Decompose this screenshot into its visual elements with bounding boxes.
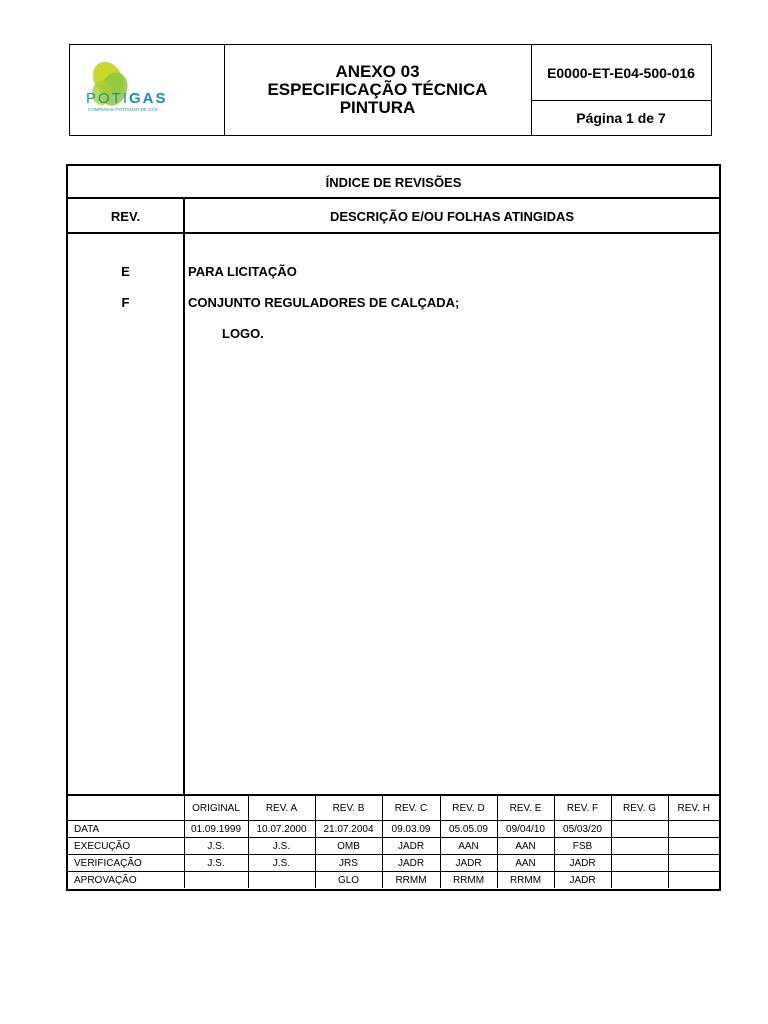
table-cell: J.S. xyxy=(248,838,315,855)
column-header: REV. A xyxy=(248,796,315,821)
table-cell: J.S. xyxy=(184,838,248,855)
revision-description: CONJUNTO REGULADORES DE CALÇADA; xyxy=(188,295,460,310)
rev-column-header: REV. xyxy=(68,201,183,234)
table-cell: 09.03.09 xyxy=(382,821,440,838)
table-cell xyxy=(248,872,315,889)
table-cell: 05/03/20 xyxy=(554,821,611,838)
table-cell xyxy=(668,838,719,855)
column-header: REV. D xyxy=(440,796,497,821)
table-cell: JRS xyxy=(315,855,382,872)
header-meta xyxy=(531,45,711,135)
table-cell xyxy=(611,855,668,872)
table-cell xyxy=(668,872,719,889)
table-cell: JADR xyxy=(440,855,497,872)
logo-wordmark: POTIGAS xyxy=(86,90,168,107)
document-title xyxy=(224,45,532,135)
table-cell: AAN xyxy=(440,838,497,855)
column-header: REV. F xyxy=(554,796,611,821)
potigas-logo xyxy=(80,59,214,121)
table-cell: J.S. xyxy=(248,855,315,872)
row-label: EXECUÇÃO xyxy=(68,838,184,855)
table-cell: RRMM xyxy=(382,872,440,889)
page-number: Página 1 de 7 xyxy=(576,110,666,126)
revision-description: LOGO. xyxy=(222,326,264,341)
revision-index xyxy=(66,164,721,891)
revision-letter: F xyxy=(121,295,130,310)
column-divider xyxy=(183,199,185,795)
table-cell: 21.07.2004 xyxy=(315,821,382,838)
table-cell xyxy=(611,838,668,855)
title-line-2: ESPECIFICAÇÃO TÉCNICA xyxy=(267,80,488,99)
table-cell: 09/04/10 xyxy=(497,821,554,838)
table-row xyxy=(68,838,719,855)
title-line-1: ANEXO 03 xyxy=(335,62,420,81)
column-header: REV. E xyxy=(497,796,554,821)
table-cell: RRMM xyxy=(497,872,554,889)
table-row xyxy=(68,821,719,838)
table-cell: RRMM xyxy=(440,872,497,889)
table-cell: FSB xyxy=(554,838,611,855)
table-cell: JADR xyxy=(382,838,440,855)
table-row xyxy=(68,855,719,872)
table-cell: AAN xyxy=(497,855,554,872)
column-header: REV. G xyxy=(611,796,668,821)
table-cell xyxy=(184,872,248,889)
table-cell: 05.05.09 xyxy=(440,821,497,838)
revision-letter: E xyxy=(121,264,130,279)
table-cell: OMB xyxy=(315,838,382,855)
description-column-header: DESCRIÇÃO E/OU FOLHAS ATINGIDAS xyxy=(185,201,719,234)
column-header: REV. B xyxy=(315,796,382,821)
table-header-row xyxy=(68,796,719,821)
table-row xyxy=(68,872,719,889)
row-label: APROVAÇÃO xyxy=(68,872,184,889)
revision-control-table xyxy=(68,796,719,888)
row-label: VERIFICAÇÃO xyxy=(68,855,184,872)
table-cell: JADR xyxy=(382,855,440,872)
revision-index-title: ÍNDICE DE REVISÕES xyxy=(68,166,719,199)
table-cell: JADR xyxy=(554,872,611,889)
column-header: ORIGINAL xyxy=(184,796,248,821)
table-cell xyxy=(611,821,668,838)
column-header: REV. H xyxy=(668,796,719,821)
document-header xyxy=(69,44,712,136)
table-cell: AAN xyxy=(497,838,554,855)
corner-cell xyxy=(68,796,184,821)
table-cell xyxy=(668,821,719,838)
table-cell xyxy=(668,855,719,872)
table-cell: J.S. xyxy=(184,855,248,872)
logo-cell xyxy=(70,45,225,135)
table-cell: 10.07.2000 xyxy=(248,821,315,838)
table-cell xyxy=(611,872,668,889)
column-header: REV. C xyxy=(382,796,440,821)
logo-subtext: COMPANHIA POTIGUAR DE GÁS xyxy=(88,107,158,112)
revision-description: PARA LICITAÇÃO xyxy=(188,264,297,279)
table-cell: GLO xyxy=(315,872,382,889)
document-code: E0000-ET-E04-500-016 xyxy=(531,45,711,101)
table-cell: JADR xyxy=(554,855,611,872)
row-label: DATA xyxy=(68,821,184,838)
title-line-3: PINTURA xyxy=(339,98,416,117)
table-cell: 01.09.1999 xyxy=(184,821,248,838)
